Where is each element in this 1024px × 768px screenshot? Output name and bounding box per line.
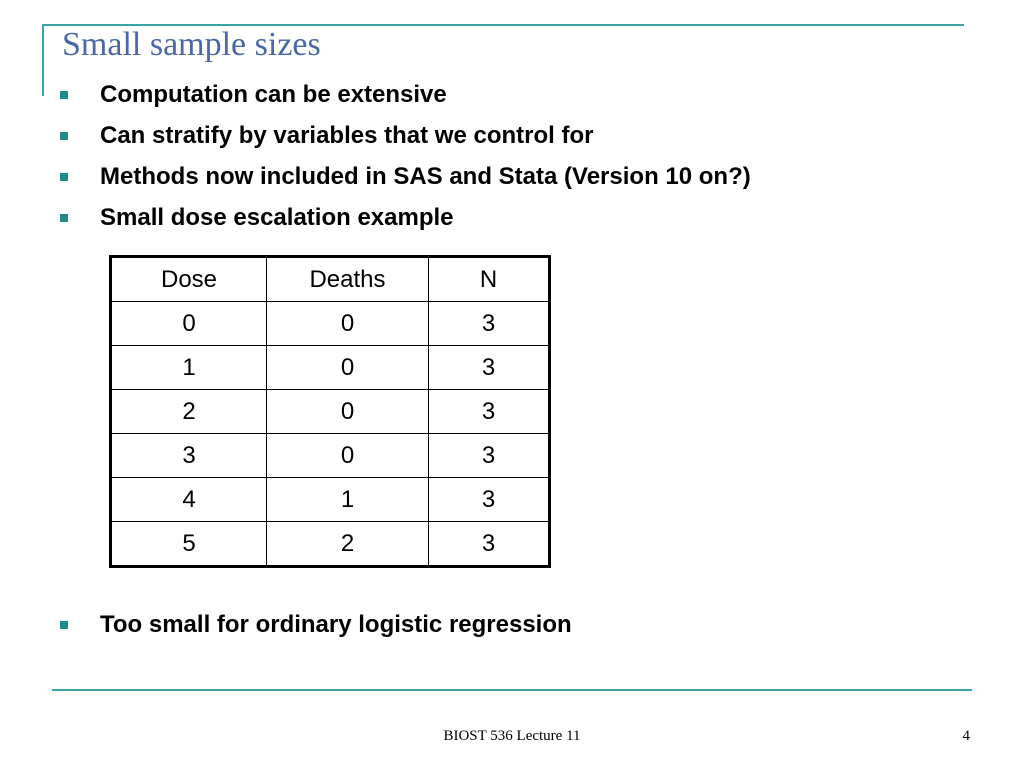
cell-n: 3: [429, 346, 550, 390]
bullet-text: Can stratify by variables that we control for: [100, 121, 594, 149]
cell-dose: 1: [111, 346, 267, 390]
table-row: [111, 434, 550, 478]
cell-n: 3: [429, 390, 550, 434]
bullet-item: [60, 74, 751, 115]
cell-deaths: 2: [267, 522, 429, 567]
cell-deaths: 0: [267, 346, 429, 390]
left-frame-line: [42, 24, 44, 96]
footer-text: BIOST 536 Lecture 11: [443, 728, 581, 744]
square-bullet-icon: [60, 132, 68, 140]
cell-n: 3: [429, 478, 550, 522]
square-bullet-icon: [60, 173, 68, 181]
square-bullet-icon: [60, 621, 68, 629]
cell-deaths: 0: [267, 390, 429, 434]
table-row: [111, 522, 550, 567]
table-header-row: [111, 257, 550, 302]
footer-divider: [52, 689, 972, 691]
square-bullet-icon: [60, 214, 68, 222]
column-header-dose: Dose: [111, 257, 267, 302]
slide-title: Small sample sizes: [62, 26, 321, 63]
bullet-text: Small dose escalation example: [100, 203, 454, 231]
cell-dose: 0: [111, 302, 267, 346]
bullet-text: Methods now included in SAS and Stata (Version 10 on?): [100, 162, 751, 190]
cell-n: 3: [429, 302, 550, 346]
cell-n: 3: [429, 522, 550, 567]
bullet-text: Computation can be extensive: [100, 80, 447, 108]
table-row: [111, 346, 550, 390]
column-header-deaths: Deaths: [267, 257, 429, 302]
bullet-item: [60, 197, 751, 238]
bullet-item: [60, 604, 572, 645]
cell-dose: 3: [111, 434, 267, 478]
cell-n: 3: [429, 434, 550, 478]
cell-deaths: 1: [267, 478, 429, 522]
page-number: 4: [962, 728, 970, 744]
cell-deaths: 0: [267, 302, 429, 346]
dose-table: [109, 255, 551, 568]
square-bullet-icon: [60, 91, 68, 99]
table-row: [111, 390, 550, 434]
table-row: [111, 302, 550, 346]
cell-dose: 5: [111, 522, 267, 567]
bullet-text: Too small for ordinary logistic regression: [100, 610, 572, 638]
cell-dose: 2: [111, 390, 267, 434]
cell-dose: 4: [111, 478, 267, 522]
bullet-item: [60, 115, 751, 156]
cell-deaths: 0: [267, 434, 429, 478]
table-row: [111, 478, 550, 522]
bullet-item: [60, 156, 751, 197]
column-header-n: N: [429, 257, 550, 302]
bullet-list: [60, 74, 751, 238]
